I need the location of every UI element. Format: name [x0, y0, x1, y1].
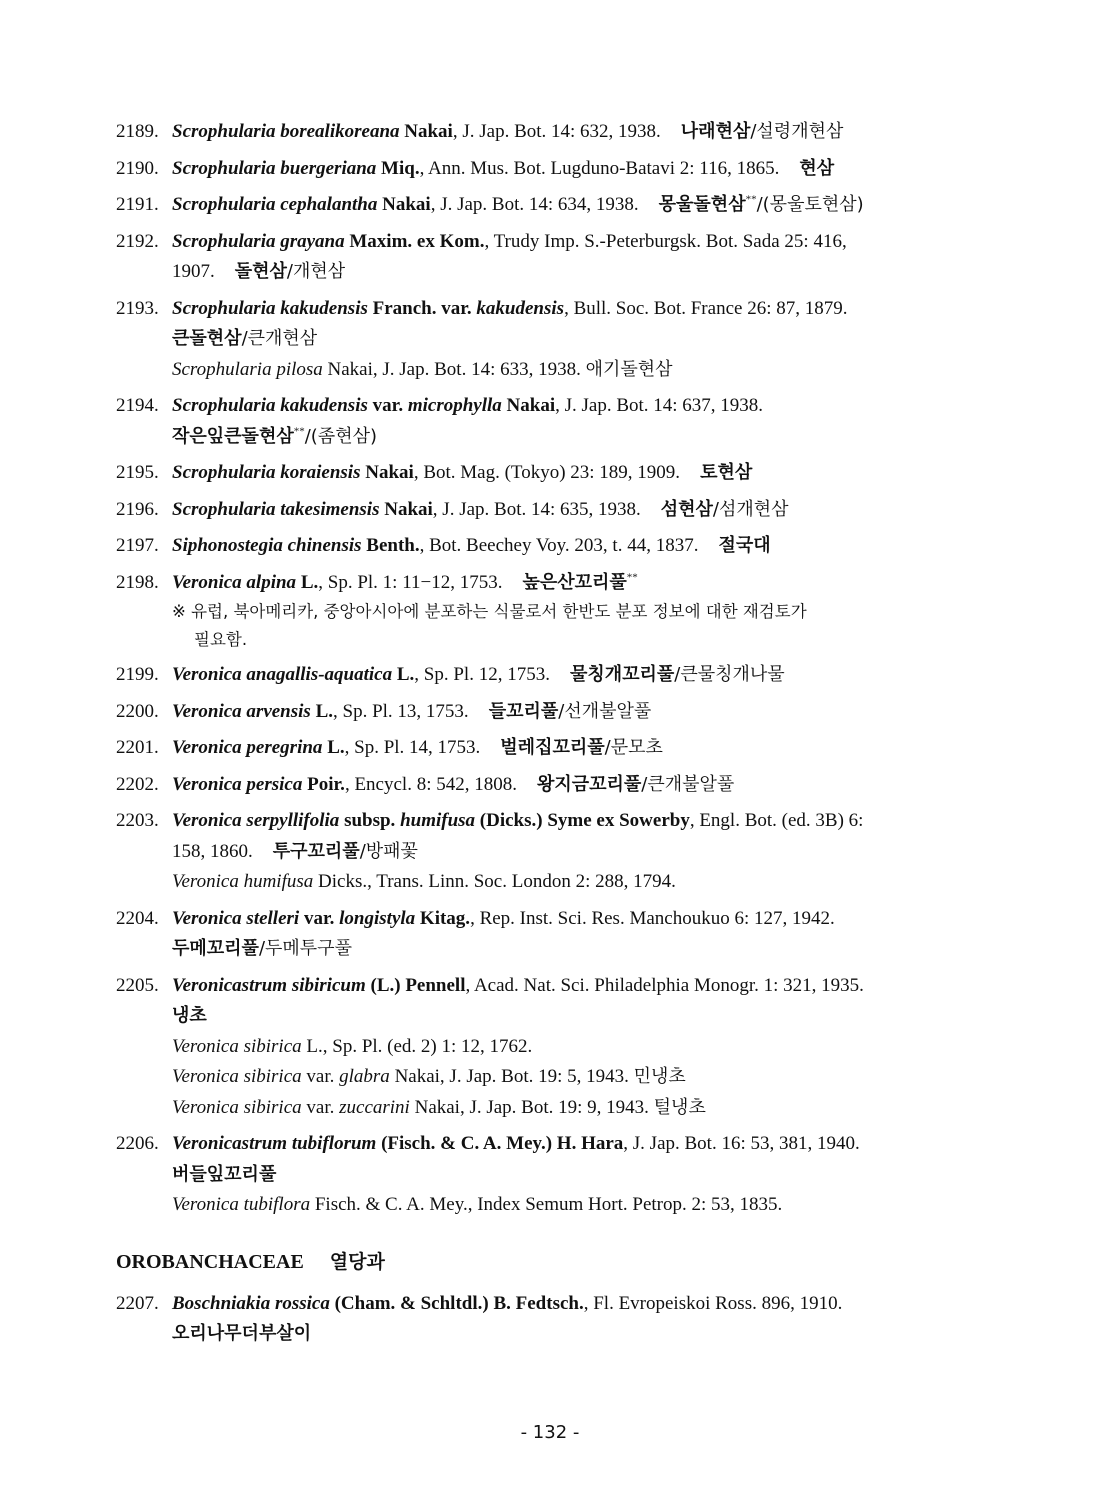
- citation: , Engl. Bot. (ed. 3B) 6:: [689, 810, 864, 831]
- synonym-line: Veronica sibirica L., Sp. Pl. (ed. 2) 1: 12, 1762.: [172, 1035, 533, 1057]
- page-number: - 132 -: [520, 1422, 580, 1443]
- korean-name: 큰돌현삼: [172, 328, 242, 349]
- korean-synonym: /두메투구풀: [258, 938, 352, 959]
- korean-name: 나래현삼: [680, 121, 751, 142]
- entry-number: 2207.: [116, 1292, 159, 1314]
- author: Miq.: [381, 157, 420, 179]
- author: Nakai: [365, 462, 414, 483]
- korean-name: 절국대: [718, 535, 771, 556]
- citation: , Sp. Pl. 13, 1753.: [333, 700, 469, 722]
- citation: , Trudy Imp. S.-Peterburgsk. Bot. Sada 25: 416,: [484, 230, 847, 252]
- author: (Cham. & Schltdl.) B. Fedtsch.: [329, 1292, 584, 1314]
- scientific-name: Scrophularia kakudensis: [172, 395, 368, 416]
- korean-name: 버들잎꼬리풀: [172, 1163, 277, 1185]
- scientific-name: Veronica persica: [172, 773, 303, 795]
- korean-synonym: /개현삼: [286, 261, 346, 282]
- entry-number: 2192.: [116, 230, 159, 252]
- korean-name: 두메꼬리풀: [172, 938, 259, 959]
- entry-number: 2191.: [116, 194, 159, 215]
- entry-number: 2190.: [116, 157, 159, 179]
- citation: , J. Jap. Bot. 14: 634, 1938.: [430, 194, 639, 215]
- double-asterisk-mark: **: [293, 425, 305, 438]
- citation: , Sp. Pl. 14, 1753.: [344, 737, 481, 758]
- scientific-name: Scrophularia takesimensis: [172, 498, 380, 520]
- entry-number: 2203.: [116, 810, 159, 831]
- double-asterisk-mark: **: [626, 571, 638, 584]
- scientific-name: Veronicastrum tubiflorum: [172, 1133, 377, 1154]
- korean-name: 작은잎큰돌현삼: [172, 425, 294, 447]
- scientific-name: Veronica arvensis: [172, 700, 311, 722]
- citation: , Sp. Pl. 12, 1753.: [414, 664, 550, 685]
- rank-label: var.: [367, 395, 408, 416]
- species-entry: [116, 971, 986, 1124]
- citation: , J. Jap. Bot. 14: 632, 1938.: [452, 121, 661, 142]
- author: Kitag.: [415, 907, 471, 929]
- synonym-line: Veronica sibirica var. zuccarini Nakai, J. Jap. Bot. 19: 9, 1943. 털냉초: [172, 1096, 706, 1118]
- scientific-name: Scrophularia borealikoreana: [172, 121, 400, 142]
- korean-name: 들꼬리풀: [488, 700, 559, 722]
- entry-number: 2195.: [116, 462, 159, 483]
- korean-synonym: /방패꽃: [359, 840, 418, 862]
- citation: , Bot. Beechey Voy. 203, t. 44, 1837.: [419, 535, 699, 556]
- entry-number: 2194.: [116, 395, 159, 416]
- citation-continued: 1907.: [172, 261, 215, 282]
- korean-name: 오리나무더부살이: [172, 1323, 312, 1344]
- entry-number: 2197.: [116, 535, 159, 556]
- entry-number: 2199.: [116, 664, 159, 685]
- species-entry: [116, 190, 986, 221]
- species-entry: [116, 227, 986, 288]
- infraspecific-name: kakudensis: [476, 297, 565, 319]
- scientific-name: Scrophularia koraiensis: [172, 462, 361, 483]
- scientific-name: Siphonostegia chinensis: [172, 535, 362, 556]
- citation: , Bull. Soc. Bot. France 26: 87, 1879.: [564, 297, 848, 319]
- species-entry: [116, 391, 986, 452]
- citation: , J. Jap. Bot. 16: 53, 381, 1940.: [623, 1133, 860, 1154]
- synonym-line: Scrophularia pilosa Nakai, J. Jap. Bot. 14: 633, 1938. 애기돌현삼: [172, 358, 673, 380]
- scientific-name: Scrophularia buergeriana: [172, 157, 377, 179]
- species-entry: [116, 154, 986, 185]
- species-entry: [116, 806, 986, 898]
- author: Benth.: [366, 535, 420, 556]
- korean-synonym: /설령개현삼: [750, 121, 844, 142]
- scientific-name: Boschniakia rossica: [172, 1292, 330, 1314]
- species-entry: [116, 294, 986, 386]
- entry-number: 2201.: [116, 737, 159, 758]
- scientific-name: Veronica alpina: [172, 571, 297, 593]
- author: Poir.: [307, 773, 345, 795]
- author: Nakai: [384, 498, 433, 520]
- citation: , Sp. Pl. 1: 11−12, 1753.: [318, 571, 503, 593]
- korean-synonym: /섬개현삼: [712, 498, 789, 520]
- entry-number: 2200.: [116, 700, 159, 722]
- korean-synonym: /문모초: [604, 737, 663, 758]
- korean-name: 돌현삼: [234, 261, 287, 282]
- korean-name: 투구꼬리풀: [272, 840, 360, 862]
- korean-name: 현삼: [799, 157, 835, 179]
- family-heading: [116, 1245, 986, 1279]
- citation: , Fl. Evropeiskoi Ross. 896, 1910.: [583, 1292, 843, 1314]
- author: Nakai: [382, 194, 431, 215]
- scientific-name: Veronica peregrina: [172, 737, 323, 758]
- citation-continued: 158, 1860.: [172, 840, 253, 862]
- scientific-name: Scrophularia kakudensis: [172, 297, 368, 319]
- entry-number: 2204.: [116, 907, 159, 929]
- citation: , Rep. Inst. Sci. Res. Manchoukuo 6: 127, 1942.: [470, 907, 835, 929]
- author: L.: [327, 737, 345, 758]
- scientific-name: Scrophularia grayana: [172, 230, 345, 252]
- double-asterisk-mark: **: [745, 193, 757, 206]
- korean-synonym: /큰개불알풀: [641, 773, 735, 795]
- entry-number: 2193.: [116, 297, 159, 319]
- species-entry: [116, 660, 986, 691]
- synonym-line: Veronica tubiflora Fisch. & C. A. Mey., Index Semum Hort. Petrop. 2: 53, 1835.: [172, 1194, 783, 1215]
- species-entry: [116, 770, 986, 801]
- scientific-name: Veronica serpyllifolia: [172, 810, 340, 831]
- korean-synonym: /(몽울토현삼): [756, 194, 864, 215]
- author: (Fisch. & C. A. Mey.) H. Hara: [376, 1133, 624, 1154]
- author: (L.) Pennell: [365, 974, 466, 996]
- synonym-line: Veronica sibirica var. glabra Nakai, J. Jap. Bot. 19: 5, 1943. 민냉초: [172, 1066, 686, 1087]
- family-latin-name: OROBANCHACEAE: [116, 1250, 304, 1273]
- scientific-name: Veronica anagallis-aquatica: [172, 664, 393, 685]
- species-entry: [116, 904, 986, 965]
- author: Nakai: [501, 395, 556, 416]
- entry-number: 2206.: [116, 1133, 159, 1154]
- entry-number: 2189.: [116, 121, 159, 142]
- citation: , Encycl. 8: 542, 1808.: [344, 773, 517, 795]
- korean-name: 섬현삼: [660, 498, 713, 520]
- korean-name: 물칭개꼬리풀: [569, 664, 675, 685]
- korean-name: 높은산꼬리풀: [522, 571, 627, 593]
- korean-name: 토현삼: [700, 462, 753, 483]
- species-entry: [116, 1289, 986, 1350]
- korean-synonym: /(좀현삼): [304, 425, 377, 447]
- distribution-note: ※ 유럽, 북아메리카, 중앙아시아에 분포하는 식물로서 한반도 분포 정보에 대한 재검토가: [172, 602, 807, 621]
- family-korean-name: 열당과: [329, 1250, 385, 1273]
- citation: , Acad. Nat. Sci. Philadelphia Monogr. 1: 321, 1935.: [465, 974, 864, 996]
- author: Nakai: [404, 121, 453, 142]
- korean-synonym: /큰개현삼: [241, 328, 318, 349]
- entry-number: 2202.: [116, 773, 159, 795]
- korean-name: 냉초: [172, 1005, 207, 1026]
- author: L.: [300, 571, 319, 593]
- korean-name: 벌레집꼬리풀: [500, 737, 605, 758]
- korean-synonym: /선개불알풀: [558, 700, 652, 722]
- species-entry: [116, 697, 986, 728]
- rank-label: subsp.: [339, 810, 401, 831]
- entry-number: 2205.: [116, 974, 159, 996]
- infraspecific-name: microphylla: [407, 395, 502, 416]
- author: Franch. var.: [372, 297, 477, 319]
- citation: , J. Jap. Bot. 14: 637, 1938.: [555, 395, 764, 416]
- species-entry: [116, 568, 986, 655]
- species-entry: [116, 531, 986, 562]
- entry-number: 2198.: [116, 571, 159, 593]
- rank-label: var.: [299, 907, 340, 929]
- species-entry: [116, 458, 986, 489]
- entry-number: 2196.: [116, 498, 159, 520]
- distribution-note-continued: 필요함.: [194, 630, 248, 649]
- species-list: [116, 117, 986, 1356]
- species-entry: [116, 1129, 986, 1221]
- scientific-name: Scrophularia cephalantha: [172, 194, 378, 215]
- author: (Dicks.) Syme ex Sowerby: [475, 810, 690, 831]
- korean-synonym: /큰물칭개나물: [674, 664, 785, 685]
- species-entry: [116, 495, 986, 526]
- infraspecific-name: humifusa: [400, 810, 476, 831]
- citation: , Bot. Mag. (Tokyo) 23: 189, 1909.: [413, 462, 681, 483]
- synonym-line: Veronica humifusa Dicks., Trans. Linn. Soc. London 2: 288, 1794.: [172, 871, 676, 892]
- citation: , J. Jap. Bot. 14: 635, 1938.: [432, 498, 641, 520]
- species-entry: [116, 117, 986, 148]
- author: L.: [396, 664, 415, 685]
- scientific-name: Veronicastrum sibiricum: [172, 974, 366, 996]
- species-entry: [116, 733, 986, 764]
- author: Maxim. ex Kom.: [349, 230, 485, 252]
- citation: , Ann. Mus. Bot. Lugduno-Batavi 2: 116, 1865.: [419, 157, 780, 179]
- korean-name: 몽울돌현삼: [658, 194, 746, 215]
- korean-name: 왕지금꼬리풀: [536, 773, 642, 795]
- author: L.: [315, 700, 334, 722]
- infraspecific-name: longistyla: [339, 907, 416, 929]
- scientific-name: Veronica stelleri: [172, 907, 300, 929]
